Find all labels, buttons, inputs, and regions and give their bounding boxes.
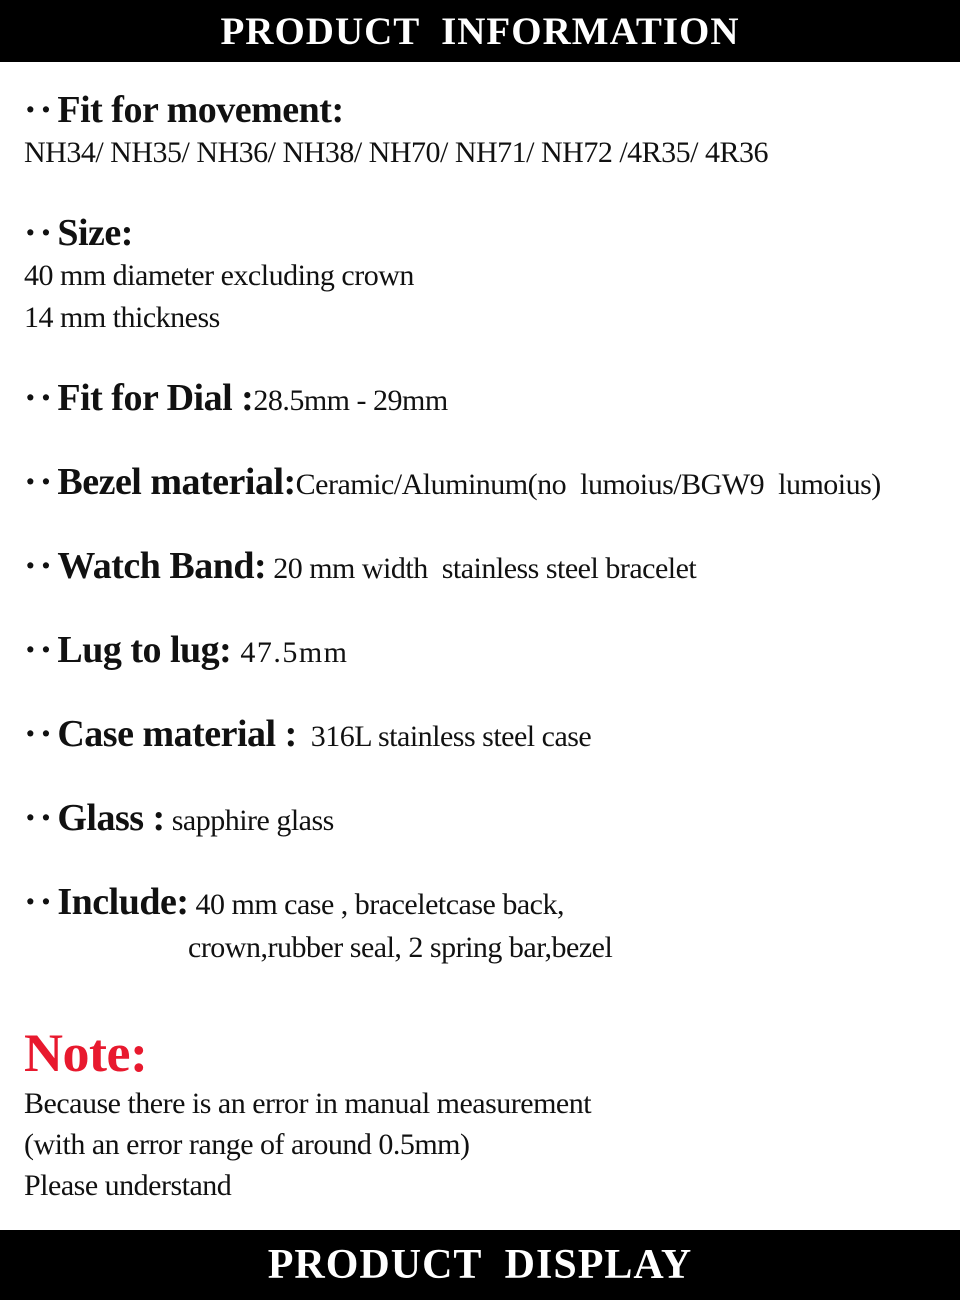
spec-heading <box>24 88 936 132</box>
spec-heading <box>24 460 936 507</box>
spec-bezel-material <box>24 460 936 507</box>
spec-heading <box>24 628 936 675</box>
spec-line: NH34/ NH35/ NH36/ NH38/ NH70/ NH71/ NH72 /4R35/ 4R36 <box>24 136 769 169</box>
spec-heading <box>24 796 936 843</box>
header-bar <box>0 0 960 62</box>
spec-heading <box>24 712 936 759</box>
header-title: PRODUCT INFORMATION <box>220 9 740 53</box>
spec-fit-for-movement <box>24 88 936 174</box>
note-line: Because there is an error in manual measurement <box>24 1087 592 1120</box>
spec-heading <box>24 880 936 927</box>
spec-line: 14 mm thickness <box>24 301 220 334</box>
double-dot-bullet: ·· <box>24 545 56 587</box>
spec-watch-band <box>24 544 936 591</box>
spec-case-material <box>24 712 936 759</box>
double-dot-bullet: ·· <box>24 713 56 755</box>
spec-label: Size: <box>57 212 133 254</box>
spec-fit-for-dial <box>24 376 936 423</box>
footer-title: PRODUCT DISPLAY <box>267 1242 693 1288</box>
double-dot-bullet: ·· <box>24 461 56 503</box>
double-dot-bullet: ·· <box>24 89 56 131</box>
footer-bar <box>0 1230 960 1300</box>
product-info-content <box>0 62 960 1206</box>
spec-heading <box>24 544 936 591</box>
spec-value: 47.5mm <box>231 636 349 669</box>
spec-value: sapphire glass <box>164 804 334 837</box>
spec-line: 40 mm diameter excluding crown <box>24 259 414 292</box>
spec-label: Fit for movement: <box>57 89 344 131</box>
note-line: Please understand <box>24 1169 232 1202</box>
spec-include <box>24 880 936 969</box>
spec-lug-to-lug <box>24 628 936 675</box>
double-dot-bullet: ·· <box>24 212 56 254</box>
note-title: Note: <box>24 1023 148 1083</box>
spec-heading <box>24 211 936 255</box>
spec-label: Fit for Dial : <box>57 377 254 419</box>
double-dot-bullet: ·· <box>24 629 56 671</box>
double-dot-bullet: ·· <box>24 881 56 923</box>
note-section <box>24 1023 936 1206</box>
spec-label: Bezel material: <box>57 461 296 503</box>
spec-label: Watch Band: <box>57 545 267 587</box>
spec-size <box>24 211 936 339</box>
spec-label: Case material : <box>57 713 297 755</box>
note-line: (with an error range of around 0.5mm) <box>24 1128 470 1161</box>
spec-heading <box>24 376 936 423</box>
spec-value: 316L stainless steel case <box>296 720 592 753</box>
spec-glass <box>24 796 936 843</box>
spec-value: 28.5mm - 29mm <box>253 384 448 417</box>
spec-value: 20 mm width stainless steel bracelet <box>266 552 697 585</box>
spec-line: crown,rubber seal, 2 spring bar,bezel <box>188 931 613 964</box>
spec-value: Ceramic/Aluminum(no lumoius/BGW9 lumoius) <box>295 468 881 501</box>
double-dot-bullet: ·· <box>24 797 56 839</box>
spec-label: Include: <box>57 881 189 923</box>
spec-value: 40 mm case , braceletcase back, <box>188 888 564 921</box>
spec-label: Lug to lug: <box>57 629 232 671</box>
double-dot-bullet: ·· <box>24 377 56 419</box>
spec-label: Glass : <box>57 797 165 839</box>
